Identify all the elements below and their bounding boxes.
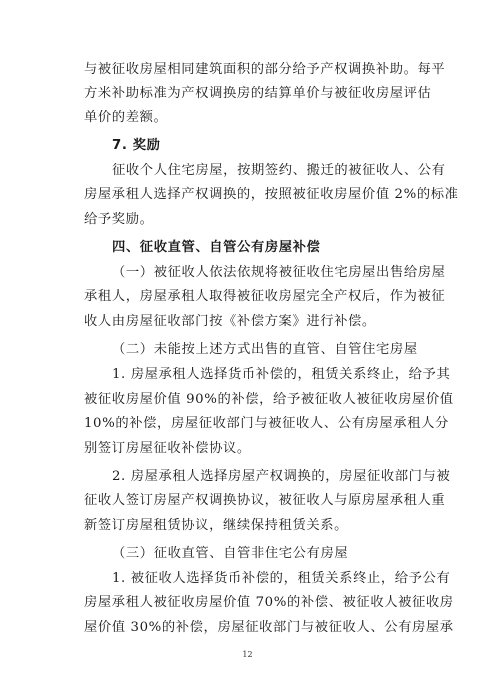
paragraph-line: 被征收房屋价值 90%的补偿，给予被征收人被征收房屋价值 xyxy=(84,392,454,407)
paragraph-line: 1. 被征收人选择货币补偿的，租赁关系终止，给予公有 xyxy=(112,571,451,586)
paragraph-line: 新签订房屋租赁协议，继续保持租赁关系。 xyxy=(84,518,349,533)
paragraph-line: 单价的差额。 xyxy=(84,110,168,125)
paragraph-line: 承租人，房屋承租人取得被征收房屋完全产权后，作为被征 xyxy=(84,289,446,304)
paragraph-line: 给予奖励。 xyxy=(84,212,154,227)
paragraph-line: （一）被征收人依法依规将被征收住宅房屋出售给房屋 xyxy=(112,265,446,280)
section-heading-public-housing: 四、征收直管、自管公有房屋补偿 xyxy=(112,240,321,255)
paragraph-line: 房屋承租人选择产权调换的，按照被征收房屋价值 2%的标准 xyxy=(84,187,459,202)
paragraph-line: 1. 房屋承租人选择货币补偿的，租赁关系终止，给予其 xyxy=(112,367,451,382)
section-heading-reward: 7. 奖励 xyxy=(112,138,161,153)
paragraph-line: 2. 房屋承租人选择房屋产权调换的，房屋征收部门与被 xyxy=(112,469,451,484)
paragraph-line: 收人由房屋征收部门按《补偿方案》进行补偿。 xyxy=(84,314,376,329)
paragraph-line: 方米补助标准为产权调换房的结算单价与被征收房屋评估 xyxy=(84,86,432,101)
subsection-heading: （二）未能按上述方式出售的直管、自管住宅房屋 xyxy=(112,342,418,357)
paragraph-line: 房屋承租人被征收房屋价值 70%的补偿、被征收人被征收房 xyxy=(84,595,454,610)
paragraph-line: 屋价值 30%的补偿，房屋征收部门与被征收人、公有房屋承 xyxy=(84,620,454,635)
paragraph-line: 征收个人住宅房屋，按期签约、搬迁的被征收人、公有 xyxy=(112,163,446,178)
page-number: 12 xyxy=(242,650,253,659)
paragraph-line: 与被征收房屋相同建筑面积的部分给予产权调换补助。每平 xyxy=(84,62,446,77)
paragraph-line: 别签订房屋征收补偿协议。 xyxy=(84,441,251,456)
paragraph-line: 10%的补偿，房屋征收部门与被征收人、公有房屋承租人分 xyxy=(84,416,449,431)
paragraph-line: 征收人签订房屋产权调换协议，被征收人与原房屋承租人重 xyxy=(84,493,446,508)
subsection-heading: （三）征收直管、自管非住宅公有房屋 xyxy=(112,546,349,561)
